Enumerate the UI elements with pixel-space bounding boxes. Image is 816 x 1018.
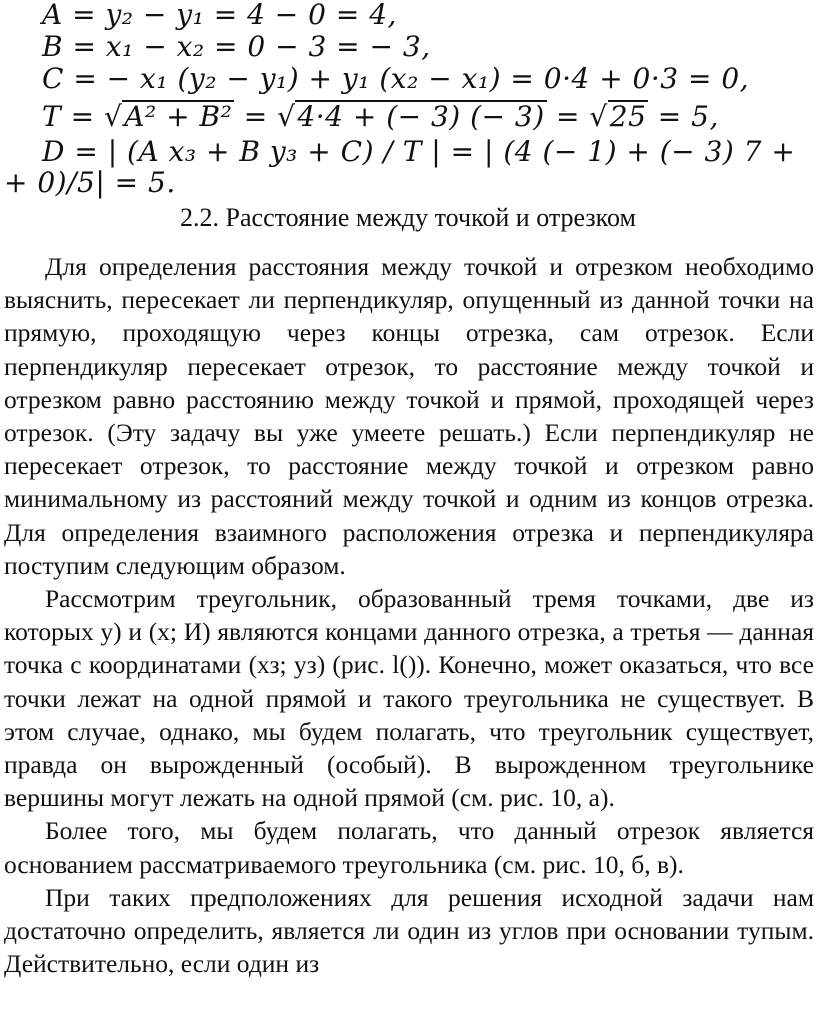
formula-t-eq-2: = — [546, 100, 590, 133]
paragraph-3: Более того, мы будем полагать, что данный отрезок является основанием рассматриваемого треугольника (см. рис. 10, б, в). — [4, 816, 814, 879]
sqrt-sign-2: √ — [277, 100, 296, 133]
formula-line-d: D = | (A x₃ + B y₃ + C) / T | = | (4 (− 1) + (− 3) 7 + — [42, 135, 796, 168]
formula-line-t — [42, 100, 719, 134]
formula-line-d-cont: + 0)/5| = 5. — [4, 166, 176, 199]
formula-t-radicand-2: 4·4 + (− 3) (− 3) — [297, 100, 545, 133]
sqrt-sign-1: √ — [103, 100, 123, 133]
formula-t-radicand-1: A² + B² — [124, 100, 233, 133]
formula-t-prefix: T = — [42, 100, 104, 133]
formula-t-radicand-3: 25 — [609, 100, 647, 133]
formula-line-c: C = − x₁ (y₂ − y₁) + y₁ (x₂ − x₁) = 0·4 + 0·3 = 0, — [42, 62, 750, 95]
paragraph-1: Для определения расстояния между точкой и отрезком необходимо выяснить, пересекает ли перпендикуляр, опущенный из данной точки на прямую, проходящую через концы отрезка, сам отрезок. Если перпендикуляр пересекает отрезок, то расстояние между точкой и отрезком равно расстоянию между точкой и прямой, проходящей через отрезок. (Эту задачу вы уже умеете решать.) Если перпендикуляр не пересекает отрезок, то расстояние между точкой и отрезком равно минимальному из расстояний между точкой и одним из концов отрезка. Для определения взаимного расположения отрезка и перпендикуляра поступим следующим образом. — [4, 252, 814, 580]
formula-line-b: B = x₁ − x₂ = 0 − 3 = − 3, — [42, 30, 431, 63]
section-heading: 2.2. Расстояние между точкой и отрезком — [180, 203, 636, 232]
body-text — [4, 250, 814, 980]
paragraph-2: Рассмотрим треугольник, образованный тремя точками, две из которых у) и (х; И) являются концами данного отрезка, а третья — данная точка с координатами (хз; уз) (рис. l()). Конечно, может оказаться, что все точки лежат на одной прямой и такого треугольника не существует. В этом случае, однако, мы будем полагать, что треугольник существует, правда он вырожденный (особый). В вырожденном треугольнике вершины могут лежать на одной прямой (см. рис. 10, а). — [4, 584, 814, 813]
paragraph-4: При таких предположениях для решения исходной задачи нам достаточно определить, является ли один из углов при основании тупым. Действительно, если один из — [4, 882, 814, 979]
formula-line-a: A = y₂ − y₁ = 4 − 0 = 4, — [42, 0, 397, 31]
formula-t-eq-1: = — [234, 100, 278, 133]
formula-t-result: = 5, — [648, 100, 719, 133]
sqrt-sign-3: √ — [589, 100, 608, 133]
